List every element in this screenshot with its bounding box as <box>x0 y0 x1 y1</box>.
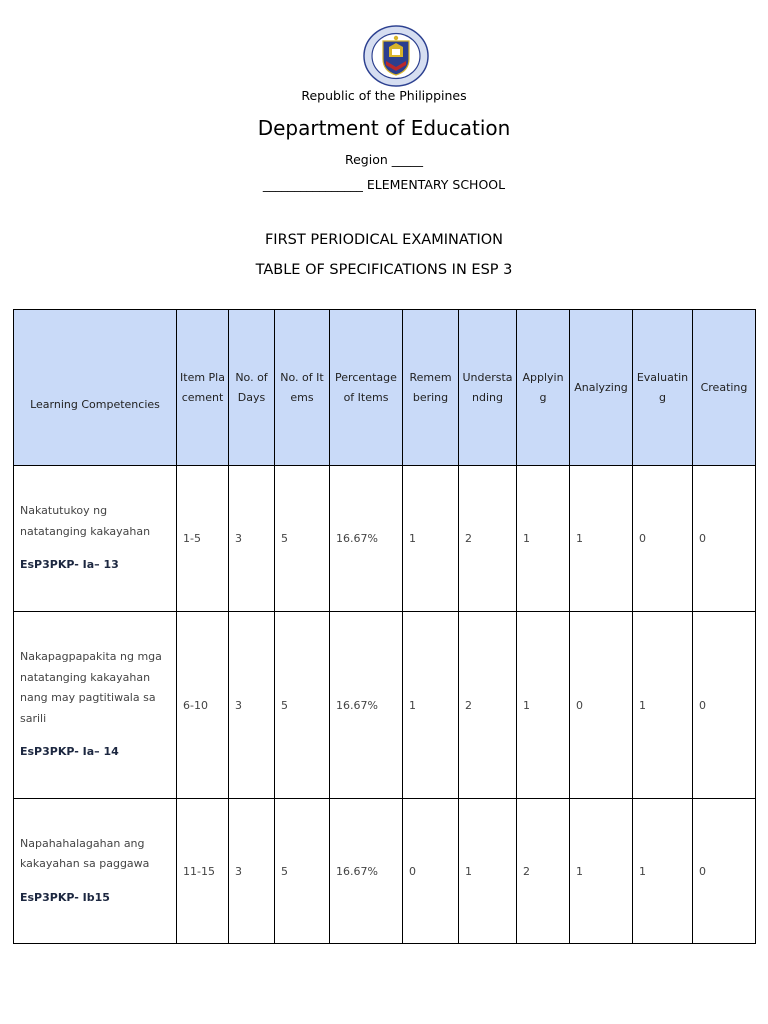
days-cell: 3 <box>229 466 275 612</box>
competency-code: EsP3PKP- Ia– 14 <box>20 745 119 759</box>
understanding-cell: 2 <box>459 466 517 612</box>
competency-description: Nakapagpapakita ng mga natatanging kakayahan nang may pagtitiwala sa sarili <box>20 650 162 725</box>
item-placement-cell: 1-5 <box>177 466 229 612</box>
remembering-cell: 1 <box>403 612 459 799</box>
header-evaluating: Evaluating <box>633 310 693 466</box>
percentage-cell: 16.67% <box>330 466 403 612</box>
header-applying: Applying <box>517 310 570 466</box>
exam-title: FIRST PERIODICAL EXAMINATION <box>264 232 504 248</box>
items-cell: 5 <box>275 466 330 612</box>
school-line: ________________ ELEMENTARY SCHOOL <box>262 177 506 192</box>
competency-cell <box>14 799 177 944</box>
competency-description: Nakatutukoy ng natatanging kakayahan <box>20 504 151 538</box>
department-title: Department of Education <box>257 116 511 140</box>
tos-title: TABLE OF SPECIFICATIONS IN ESP 3 <box>255 262 513 278</box>
header-learning-competencies: Learning Competencies <box>14 310 177 466</box>
header-no-of-days: No. of Days <box>229 310 275 466</box>
table-row <box>14 466 756 612</box>
header-analyzing: Analyzing <box>570 310 633 466</box>
understanding-cell: 2 <box>459 612 517 799</box>
header-no-of-items: No. of Items <box>275 310 330 466</box>
header-creating: Creating <box>693 310 756 466</box>
evaluating-cell: 0 <box>633 466 693 612</box>
competency-cell <box>14 466 177 612</box>
header-remembering: Remembering <box>403 310 459 466</box>
competency-description: Napahahalagahan ang kakayahan sa paggawa <box>20 836 150 871</box>
analyzing-cell: 0 <box>570 612 633 799</box>
percentage-cell: 16.67% <box>330 799 403 944</box>
deped-seal-logo <box>363 25 429 87</box>
specifications-table <box>13 309 756 944</box>
table-row <box>14 612 756 799</box>
republic-line: Republic of the Philippines <box>301 88 467 103</box>
header-item-placement: Item Placement <box>177 310 229 466</box>
competency-code: EsP3PKP- Ia– 13 <box>20 558 119 572</box>
item-placement-cell: 11-15 <box>177 799 229 944</box>
remembering-cell: 1 <box>403 466 459 612</box>
days-cell: 3 <box>229 612 275 799</box>
item-placement-cell: 6-10 <box>177 612 229 799</box>
items-cell: 5 <box>275 799 330 944</box>
analyzing-cell: 1 <box>570 466 633 612</box>
understanding-cell: 1 <box>459 799 517 944</box>
creating-cell: 0 <box>693 466 756 612</box>
applying-cell: 1 <box>517 466 570 612</box>
header-percentage: Percentage of Items <box>330 310 403 466</box>
creating-cell: 0 <box>693 612 756 799</box>
header-understanding: Understanding <box>459 310 517 466</box>
analyzing-cell: 1 <box>570 799 633 944</box>
evaluating-cell: 1 <box>633 612 693 799</box>
competency-code: EsP3PKP- Ib15 <box>20 890 110 904</box>
applying-cell: 2 <box>517 799 570 944</box>
table-header-row <box>14 310 756 466</box>
percentage-cell: 16.67% <box>330 612 403 799</box>
items-cell: 5 <box>275 612 330 799</box>
region-line: Region _____ <box>344 152 423 167</box>
evaluating-cell: 1 <box>633 799 693 944</box>
creating-cell: 0 <box>693 799 756 944</box>
remembering-cell: 0 <box>403 799 459 944</box>
competency-cell <box>14 612 177 799</box>
table-row <box>14 799 756 944</box>
days-cell: 3 <box>229 799 275 944</box>
applying-cell: 1 <box>517 612 570 799</box>
